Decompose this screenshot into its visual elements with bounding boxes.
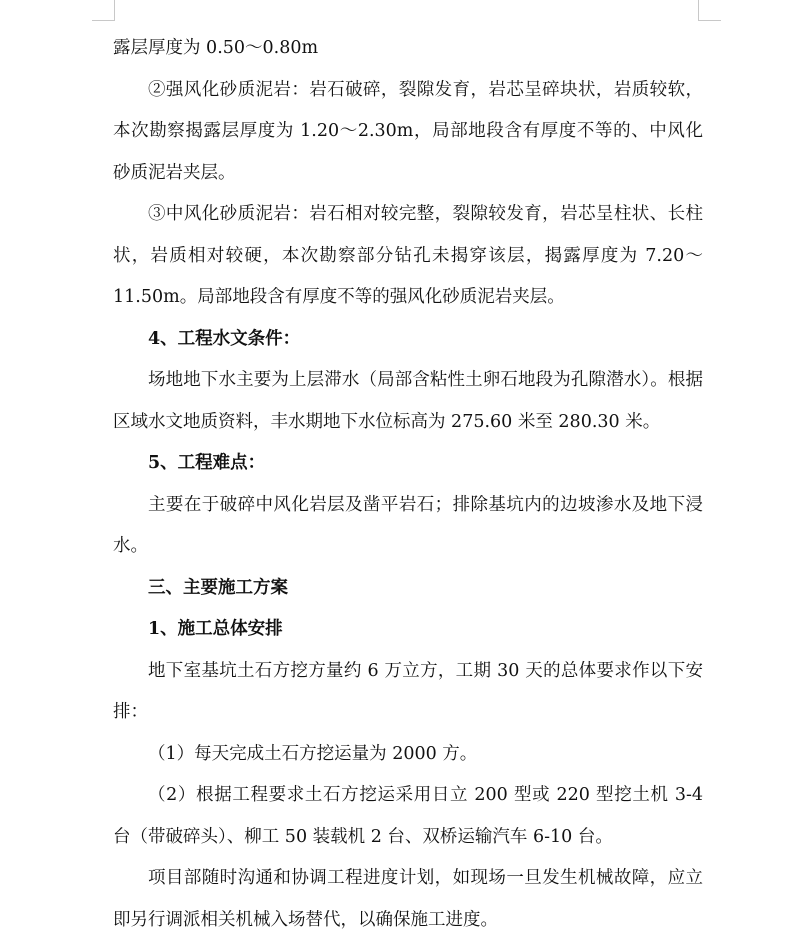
paragraph-exposure-thickness[interactable]: 露层厚度为 0.50～0.80m (113, 38, 319, 58)
document-body[interactable] (113, 28, 703, 941)
right-crop-mark (698, 0, 721, 21)
paragraph-excavation-volume[interactable]: 地下室基坑土石方挖方量约 6 万立方，工期 30 天的总体要求作以下安排： (113, 660, 703, 722)
heading-overall-arrangement[interactable]: 1、施工总体安排 (148, 619, 283, 639)
heading-construction-plan[interactable]: 三、主要施工方案 (148, 577, 288, 598)
paragraph-daily-volume[interactable]: （1）每天完成土石方挖运量为 2000 方。 (148, 743, 478, 764)
paragraph-moderate-weathered-rock[interactable]: ③中风化砂质泥岩：岩石相对较完整，裂隙较发育，岩芯呈柱状、长柱状，岩质相对较硬，本次勘察部分钻孔未揭穿该层，揭露厚度为 7.20～11.50m。局部地段含有厚度不等的强风化砂质泥岩夹层。 (113, 204, 703, 307)
paragraph-groundwater[interactable]: 场地地下水主要为上层滞水（局部含粘性土卵石地段为孔隙潜水）。根据区域水文地质资料，丰水期地下水位标高为 275.60 米至 280.30 米。 (113, 370, 703, 432)
paragraph-machinery[interactable]: （2）根据工程要求土石方挖运采用日立 200 型或 220 型挖土机 3-4 台（带破碎头）、柳工 50 装载机 2 台、双桥运输汽车 6-10 台。 (113, 785, 703, 847)
left-crop-mark (92, 0, 115, 21)
paragraph-coordination[interactable]: 项目部随时沟通和协调工程进度计划，如现场一旦发生机械故障，应立即另行调派相关机械入场替代，以确保施工进度。 (113, 868, 703, 930)
heading-hydrology[interactable]: 4、工程水文条件： (148, 328, 301, 349)
paragraph-strong-weathered-rock[interactable]: ②强风化砂质泥岩：岩石破碎，裂隙发育，岩芯呈碎块状，岩质较软，本次勘察揭露层厚度为 1.20～2.30m，局部地段含有厚度不等的、中风化砂质泥岩夹层。 (113, 79, 703, 183)
heading-difficulties[interactable]: 5、工程难点： (148, 453, 266, 473)
paragraph-difficulties[interactable]: 主要在于破碎中风化岩层及凿平岩石；排除基坑内的边坡渗水及地下浸水。 (113, 494, 703, 556)
